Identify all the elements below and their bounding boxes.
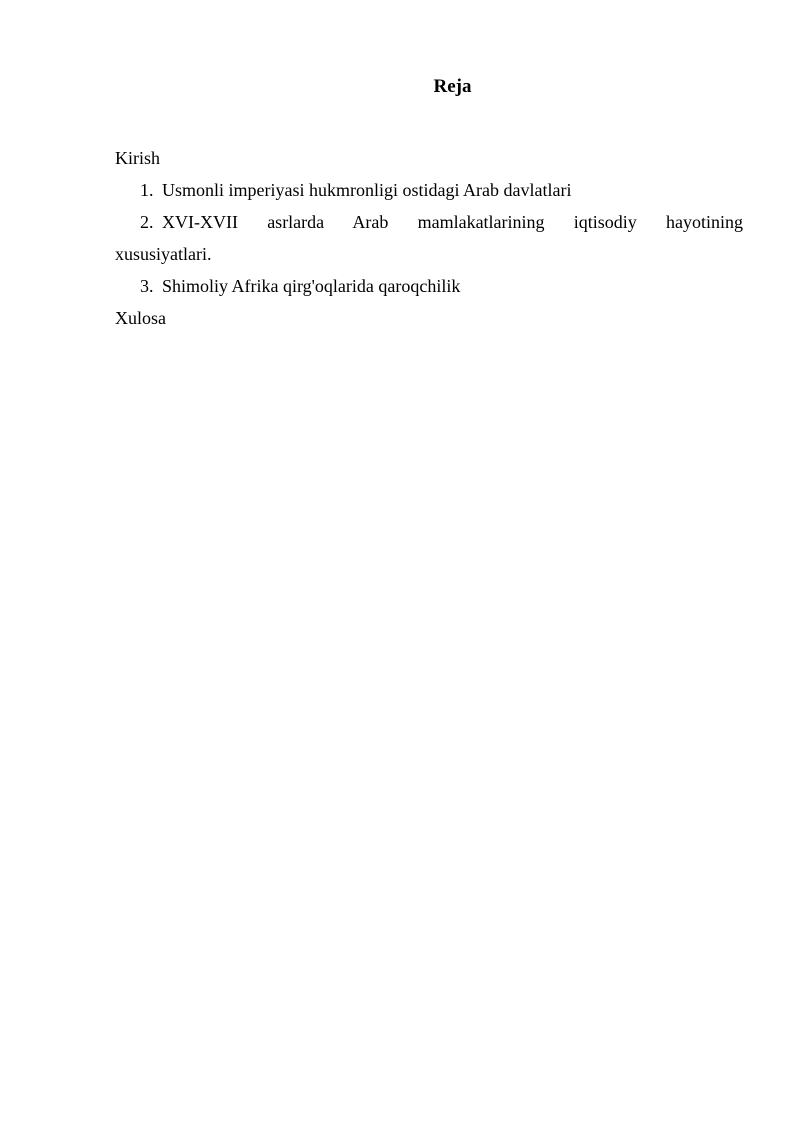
page-title: Reja bbox=[433, 76, 472, 97]
list-item-number: 3. bbox=[140, 276, 154, 296]
list-item bbox=[115, 174, 743, 206]
list-item-number: 1. bbox=[140, 180, 154, 200]
list-item-text-continuation: xususiyatlari. bbox=[115, 244, 212, 264]
list-item-text: Usmonli imperiyasi hukmronligi ostidagi Arab davlatlari bbox=[162, 180, 572, 200]
table-of-contents bbox=[115, 142, 743, 334]
list-item-text: Shimoliy Afrika qirg'oqlarida qaroqchilik bbox=[162, 276, 461, 296]
list-item-text: XVI-XVII asrlarda Arab mamlakatlarining iqtisodiy hayotining bbox=[162, 212, 743, 232]
list-item bbox=[115, 270, 743, 302]
intro-entry: Kirish bbox=[115, 148, 160, 168]
list-item-number: 2. bbox=[140, 212, 154, 232]
conclusion-entry: Xulosa bbox=[115, 308, 166, 328]
list-item bbox=[115, 206, 743, 238]
